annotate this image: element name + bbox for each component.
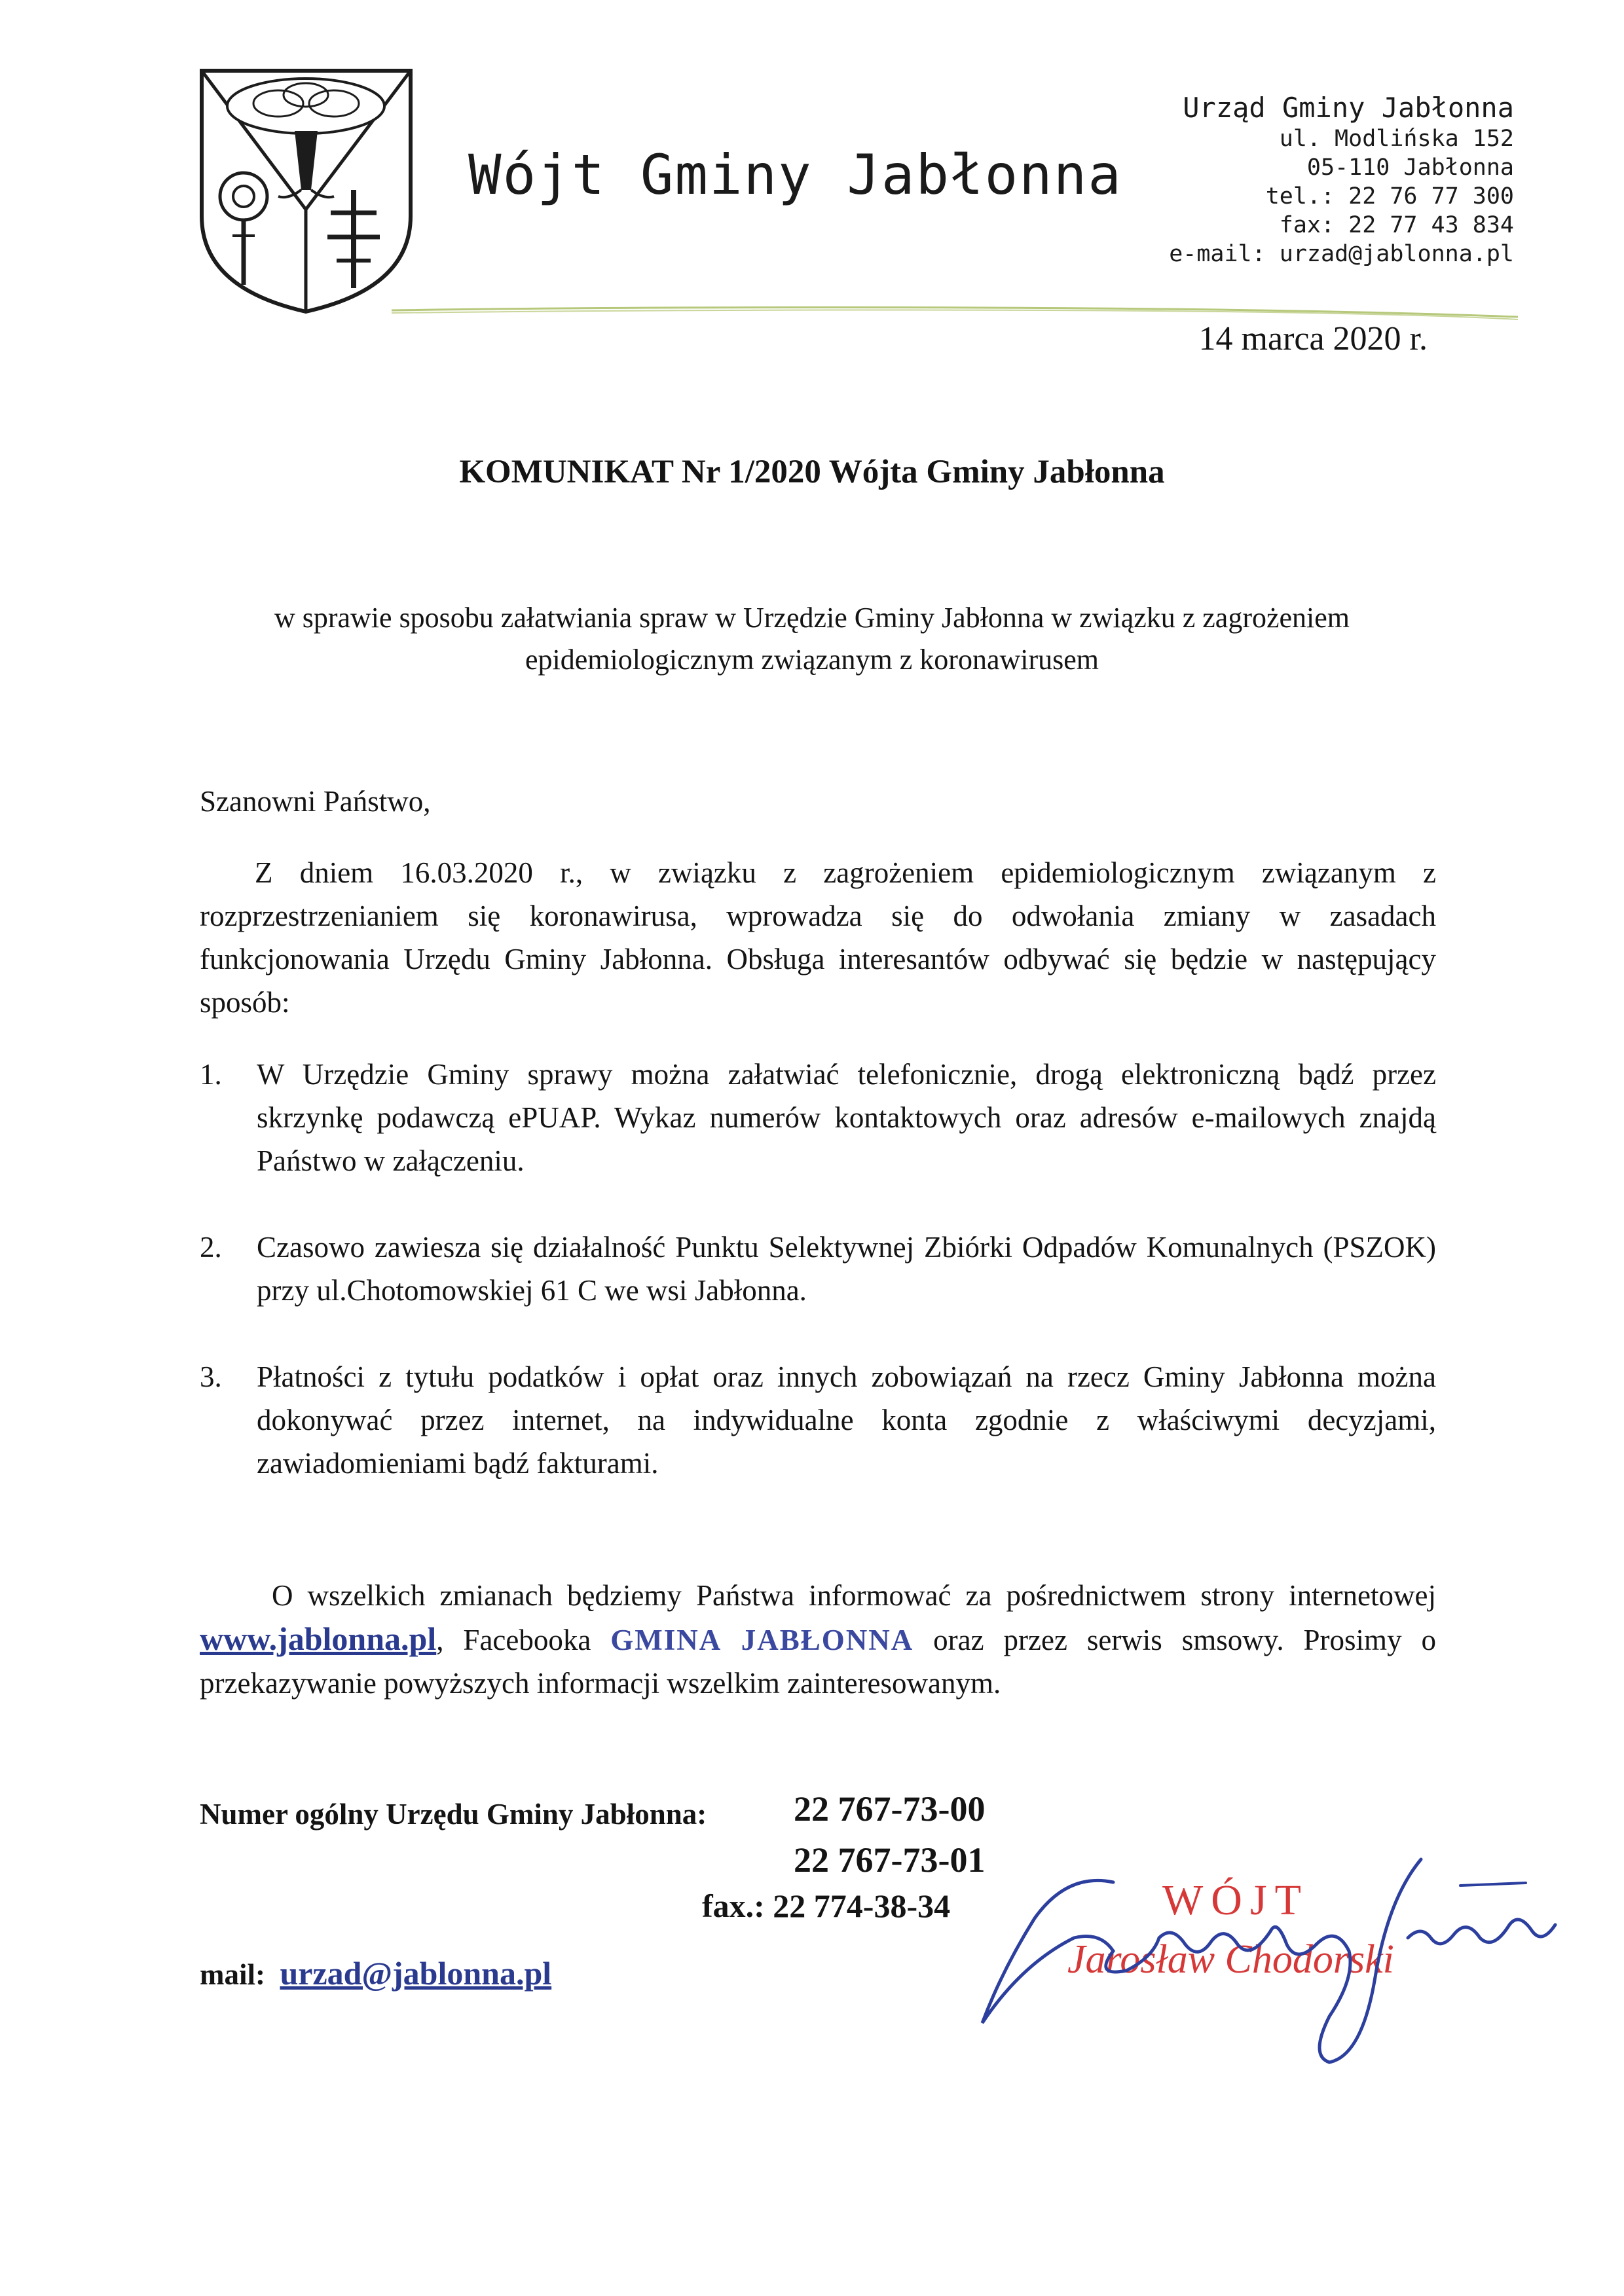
closing-text-2: , Facebooka xyxy=(436,1624,611,1656)
mail-line xyxy=(200,1954,551,1992)
list-item-number: 1. xyxy=(200,1058,222,1091)
office-fax: fax: 22 77 43 834 xyxy=(1279,212,1514,238)
general-number-label: Numer ogólny Urzędu Gminy Jabłonna: xyxy=(200,1798,707,1831)
office-address-block xyxy=(1095,92,1514,268)
closing-text-3: oraz przez serwis smsowy. Prosimy o przekazywanie powyższych informacji wszelkim zainteresowanym. xyxy=(200,1624,1436,1700)
list-item-text: Czasowo zawiesza się działalność Punktu Selektywnej Zbiórki Odpadów Komunalnych (PSZOK) przy ul.Chotomowskiej 61 C we wsi Jabłonna. xyxy=(257,1231,1436,1307)
mail-label: mail: xyxy=(200,1958,265,1991)
list-item xyxy=(200,1355,1436,1485)
office-name: Urząd Gminy Jabłonna xyxy=(1183,92,1514,124)
phone-number-1: 22 767-73-00 xyxy=(794,1789,986,1829)
phone-number-2: 22 767-73-01 xyxy=(794,1840,986,1880)
intro-paragraph: Z dniem 16.03.2020 r., w związku z zagrożeniem epidemiologicznym związanym z rozprzestrzenianiem się koronawirusa, wprowadza się do odwołania zmiany w zasadach funkcjonowania Urzędu Gminy Jabłonna. Obsługa interesantów odbywać się będzie w następujący sposób: xyxy=(200,856,1436,1019)
closing-text-1: O wszelkich zmianach będziemy Państwa informować za pośrednictwem strony internetowej xyxy=(272,1579,1436,1612)
office-street: ul. Modlińska 152 xyxy=(1279,126,1514,152)
list-item-text: Płatności z tytułu podatków i opłat oraz innych zobowiązań na rzecz Gminy Jabłonna można dokonywać przez internet, na indywidualne konta zgodnie z właściwymi decyzjami, zawiadomieniami bądź fakturami. xyxy=(257,1360,1436,1480)
list-item-number: 2. xyxy=(200,1231,222,1264)
handwritten-signature xyxy=(963,1846,1565,2108)
measures-list xyxy=(200,1053,1436,1528)
closing-paragraph xyxy=(200,1574,1436,1705)
website-link[interactable]: www.jablonna.pl xyxy=(200,1620,437,1657)
office-tel: tel.: 22 76 77 300 xyxy=(1265,183,1514,210)
list-item xyxy=(200,1226,1436,1312)
list-item-number: 3. xyxy=(200,1360,222,1393)
fax-number: fax.: 22 774-38-34 xyxy=(702,1887,951,1924)
list-item-text: W Urzędzie Gminy sprawy można załatwiać telefonicznie, drogą elektroniczną bądź przez skrzynkę podawczą ePUAP. Wykaz numerów kontaktowych oraz adresów e-mailowych znajdą Państwo w załączeniu. xyxy=(257,1058,1436,1177)
facebook-page-name: GMINA JABŁONNA xyxy=(610,1624,914,1656)
office-email: e-mail: urzad@jablonna.pl xyxy=(1169,241,1514,267)
stamp-office: WÓJT xyxy=(1162,1876,1309,1924)
list-item xyxy=(200,1053,1436,1182)
document-subject: w sprawie sposobu załatwiania spraw w Urzędzie Gminy Jabłonna w związku z zagrożeniem epidemiologicznym związanym z koronawirusem xyxy=(274,602,1350,676)
email-link[interactable]: urzad@jablonna.pl xyxy=(280,1955,552,1992)
coat-of-arms-icon xyxy=(196,65,416,316)
document-date: 14 marca 2020 r. xyxy=(1198,320,1428,357)
document-title: KOMUNIKAT Nr 1/2020 Wójta Gminy Jabłonna xyxy=(459,454,1165,490)
letterhead-title: Wójt Gminy Jabłonna xyxy=(468,143,1122,207)
stamp-name: Jarosław Chodorski xyxy=(1067,1937,1394,1982)
greeting: Szanowni Państwo, xyxy=(200,785,431,818)
office-postal: 05-110 Jabłonna xyxy=(1306,155,1514,181)
